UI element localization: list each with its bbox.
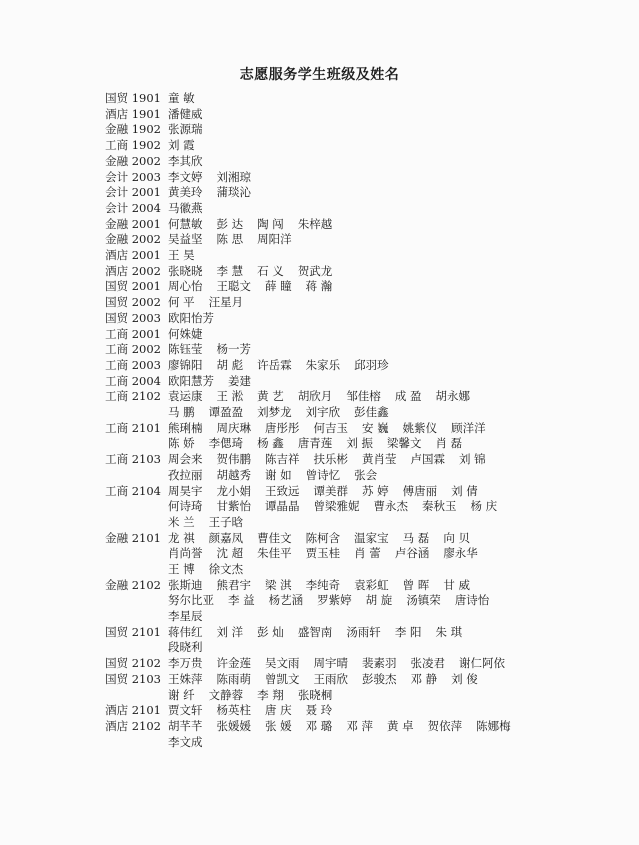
names-line [168,138,209,153]
student-name: 肖 磊 [435,436,463,451]
student-name: 胡欣月 [297,389,333,404]
student-name: 贾文轩 [168,703,203,718]
student-name: 陈柯含 [305,530,341,545]
student-name: 王子晗 [208,514,244,529]
student-name: 王雨欣 [313,671,348,686]
names-line [168,499,511,514]
names-line [168,107,217,122]
student-name: 邓 萍 [346,719,373,733]
student-name: 汪星月 [208,295,244,310]
student-name: 龙小娟 [216,483,251,498]
student-name: 杨一芳 [216,342,251,357]
student-name: 王姝萍 [168,671,203,686]
names-line [168,170,265,185]
student-name: 卢国霖 [410,452,445,467]
names-line [168,578,484,593]
student-name: 张媛媛 [216,719,251,733]
class-label: 金融 2002 [105,232,161,247]
names-line [168,232,306,247]
names-line [168,531,484,546]
class-entry [0,91,639,107]
class-entry [0,389,639,420]
student-name: 杨艺涵 [268,593,304,608]
student-name: 刘 振 [346,436,373,451]
student-name: 周宇晴 [313,656,348,671]
student-name: 温家宝 [354,530,389,545]
class-label: 工商 2102 [105,389,161,404]
class-label: 金融 2101 [105,530,161,545]
student-name: 刘 洋 [216,624,244,639]
class-label: 金融 2001 [105,216,161,231]
class-entry [0,719,639,750]
student-name: 刘 倩 [451,483,478,498]
class-entry [0,342,639,358]
class-entry [0,578,639,625]
student-name: 王致远 [265,483,300,498]
student-name: 黄美玲 [168,185,203,200]
student-name: 马 磊 [402,530,430,545]
student-name: 李 阳 [394,624,422,639]
class-label: 金融 2002 [105,153,161,168]
student-name: 李偲琦 [208,436,244,451]
student-name: 谢仁阿依 [459,656,505,671]
student-name: 龙 祺 [168,530,195,545]
student-name: 梁 淇 [265,577,292,592]
class-entry [0,327,639,343]
student-name: 扶乐彬 [313,452,348,467]
student-name: 周阳洋 [257,232,292,247]
student-name: 潘健威 [168,106,203,121]
student-name: 张晓晓 [168,263,203,278]
student-name: 李 慧 [216,263,244,278]
names-line [168,640,217,655]
names-line [168,358,403,373]
student-name: 欧阳慧芳 [168,373,214,388]
student-name: 唐青莲 [297,436,333,451]
student-name: 熊君宇 [216,577,251,592]
student-name: 张晓桐 [297,687,333,702]
student-name: 王 博 [168,561,195,576]
names-line [168,562,257,577]
student-name: 肖尚誉 [168,546,203,561]
student-name: 朱 琪 [435,624,463,639]
names-line [168,279,346,294]
class-label: 会计 2001 [105,185,161,200]
student-name: 陈 娇 [168,436,195,451]
student-name: 胡 彪 [216,357,244,372]
student-name: 吴益坚 [168,232,203,247]
class-entry [0,295,639,311]
student-name: 成 盈 [394,389,422,404]
student-name: 甘紫怡 [216,499,251,514]
student-name: 米 兰 [168,514,195,529]
student-name: 张凌君 [410,656,445,671]
student-name: 陈吉祥 [265,452,300,467]
student-name: 彭 达 [216,216,244,231]
student-name: 彭骏杰 [362,671,397,686]
student-name: 盛智南 [297,624,333,639]
class-label: 酒店 2001 [105,248,161,262]
student-name: 胡 旋 [365,593,393,608]
class-entry [0,311,639,327]
student-name: 胡永娜 [435,389,470,404]
names-line [168,688,346,703]
student-name: 秦秋玉 [422,499,457,514]
class-label: 国贸 2103 [105,671,161,686]
student-name: 邓 静 [410,671,438,686]
student-name: 刘梦龙 [257,404,292,419]
student-name: 吴文雨 [265,656,300,671]
student-name: 曾诗忆 [305,467,341,482]
student-name: 曹佳文 [257,530,292,545]
student-name: 努尔比亚 [168,593,214,608]
names-line [168,593,503,608]
student-name: 王聪文 [216,279,251,294]
student-name: 马徽燕 [168,200,203,215]
student-name: 彭佳鑫 [354,404,389,419]
student-name: 邱羽珍 [354,357,389,372]
student-name: 熊琍楠 [168,420,203,435]
student-name: 陶 闯 [257,216,284,231]
class-label: 金融 2102 [105,577,161,592]
student-name: 胡芊芊 [168,719,203,733]
student-name: 何姝婕 [168,326,203,341]
student-name: 刘宇欣 [305,404,341,419]
student-name: 谢 如 [265,467,292,482]
student-name: 贺伟鹏 [216,452,251,467]
student-name: 陈雨萌 [216,671,251,686]
student-name: 马 鹏 [168,404,195,419]
names-line [168,389,484,404]
names-line [168,91,209,106]
student-name: 谢 纤 [168,687,195,702]
names-line [168,436,476,451]
student-name: 杨 鑫 [257,436,284,451]
names-line [168,719,525,734]
class-entry [0,279,639,295]
student-name: 徐文杰 [208,561,244,576]
class-entry [0,248,639,264]
student-name: 李文成 [168,734,203,749]
student-name: 欧阳怡芳 [168,310,214,325]
student-name: 蒲琰沁 [216,185,251,200]
class-entry [0,217,639,233]
class-label: 会计 2004 [105,200,161,215]
names-line [168,672,492,687]
student-name: 曾梁雅妮 [313,499,360,514]
student-name: 刘 霞 [168,138,195,153]
student-name: 张会 [354,467,378,482]
student-name: 唐彤彤 [265,420,300,435]
class-entry [0,703,639,719]
student-name: 黄 卓 [386,719,414,733]
student-name: 梁馨文 [386,436,422,451]
student-name: 何吉玉 [313,420,348,435]
names-line [168,311,228,326]
student-name: 杨 庆 [470,499,498,514]
student-name: 唐 庆 [265,703,292,718]
student-name: 何 平 [168,295,195,310]
names-line [168,546,492,561]
student-name: 王 淞 [216,389,244,404]
names-line [168,452,500,467]
class-label: 工商 2001 [105,326,161,341]
student-name: 周庆琳 [216,420,251,435]
class-entry [0,264,639,280]
student-name: 李星辰 [168,609,203,624]
names-line [168,625,476,640]
class-entry [0,625,639,656]
class-label: 工商 2003 [105,357,161,372]
class-label: 国贸 2002 [105,295,161,310]
class-entry [0,232,639,248]
student-name: 周昊宇 [168,483,203,498]
student-name: 贾玉桂 [305,546,341,561]
names-line [168,468,391,483]
student-name: 汤镇荣 [406,593,441,608]
student-name: 张 媛 [265,719,292,733]
student-name: 许金莲 [216,656,251,671]
student-name: 李 翔 [257,687,284,702]
class-label: 工商 2004 [105,373,161,388]
student-name: 曾 晖 [402,577,430,592]
class-entry [0,107,639,123]
student-name: 刘 俊 [451,671,478,686]
names-line [168,484,492,499]
class-label: 工商 1902 [105,138,161,153]
names-line [168,421,500,436]
names-line [168,264,346,279]
student-name: 何诗琦 [168,499,203,514]
student-name: 朱梓越 [297,216,333,231]
class-label: 会计 2003 [105,169,161,184]
class-entry [0,421,639,452]
names-line [168,122,217,137]
names-line [168,515,257,530]
student-name: 李其欣 [168,153,203,168]
student-name: 张斯迪 [168,577,203,592]
student-name: 陈 思 [216,232,244,247]
class-entry [0,185,639,201]
student-name: 顾洋洋 [451,420,486,435]
class-label: 工商 2103 [105,452,161,467]
class-label: 酒店 2002 [105,263,161,278]
class-label: 国贸 2003 [105,310,161,325]
names-line [168,405,403,420]
student-name: 曹永杰 [373,499,408,514]
student-name: 段晓利 [168,640,203,655]
class-label: 酒店 1901 [105,106,161,121]
student-name: 杨英柱 [216,703,251,718]
student-name: 罗紫婷 [317,593,352,608]
student-name: 石 义 [257,263,284,278]
student-name: 张源瑞 [168,122,203,137]
class-label: 工商 2002 [105,342,161,357]
names-line [168,374,265,389]
names-line [168,703,346,718]
student-name: 汤雨轩 [346,624,381,639]
student-name: 廖永华 [443,546,478,561]
names-line [168,656,519,671]
student-name: 裴素羽 [362,656,397,671]
student-name: 邓 璐 [305,719,333,733]
class-entry [0,672,639,703]
class-label: 金融 1902 [105,122,161,137]
class-entry [0,170,639,186]
class-entry [0,138,639,154]
student-name: 王 昊 [168,248,195,262]
student-name: 李 益 [228,593,255,608]
student-name: 黄 艺 [257,389,284,404]
class-entry [0,484,639,531]
names-line [168,154,217,169]
student-name: 唐诗怡 [454,593,490,608]
student-name: 曾凯文 [265,671,300,686]
student-name: 颜嘉凤 [208,530,244,545]
student-name: 李文婷 [168,169,203,184]
class-entry [0,452,639,483]
student-name: 胡越秀 [216,467,251,482]
names-line [168,609,217,624]
class-entry [0,154,639,170]
class-label: 工商 2104 [105,483,161,498]
student-name: 聂 玲 [305,703,333,718]
class-label: 国贸 2102 [105,656,161,671]
names-line [168,342,265,357]
student-name: 甘 威 [443,577,470,592]
names-line [168,327,217,342]
class-entry [0,201,639,217]
student-name: 刘湘琼 [216,169,251,184]
class-label: 工商 2101 [105,420,161,435]
class-entry [0,358,639,374]
student-name: 童 敏 [168,91,195,105]
names-line [168,217,346,232]
student-name: 何慧敏 [168,216,203,231]
names-line [168,185,265,200]
student-name: 苏 婷 [362,483,389,498]
class-entry [0,531,639,578]
student-name: 黄肖莹 [362,452,397,467]
student-name: 蒋 瀚 [305,279,333,294]
student-name: 刘 锦 [459,452,486,467]
student-name: 谭盈盈 [208,404,244,419]
student-name: 沈 超 [216,546,244,561]
class-label: 国贸 2101 [105,624,161,639]
student-name: 周会来 [168,452,203,467]
class-label: 国贸 2001 [105,279,161,294]
student-name: 彭 灿 [257,624,284,639]
student-name: 姜建 [228,373,251,388]
names-line [168,295,257,310]
student-name: 文静蓉 [208,687,244,702]
student-name: 姚紫仪 [402,420,438,435]
student-name: 薛 瞳 [265,279,292,294]
student-name: 向 贝 [443,530,470,545]
student-name: 袁运康 [168,389,203,404]
class-entry [0,122,639,138]
student-name: 朱家乐 [305,357,341,372]
names-line [168,201,217,216]
student-name: 蒋伟红 [168,624,203,639]
student-name: 孜拉丽 [168,467,203,482]
student-name: 周心怡 [168,279,203,294]
student-name: 陈娜梅 [476,719,511,733]
student-name: 李纯奇 [305,577,341,592]
student-name: 朱佳平 [257,546,292,561]
student-name: 贺武龙 [297,263,333,278]
student-name: 许岳霖 [257,357,292,372]
student-name: 肖 蕾 [354,546,381,561]
page-title: 志愿服务学生班级及姓名 [239,67,400,83]
class-entry [0,374,639,390]
student-name: 谭美群 [313,483,348,498]
student-name: 傅唐丽 [402,483,438,498]
student-name: 廖锦阳 [168,357,203,372]
student-name: 谭晶晶 [265,499,300,514]
class-label: 酒店 2102 [105,719,161,733]
class-label: 国贸 1901 [105,91,161,105]
student-name: 邹佳榕 [346,389,381,404]
names-line [168,735,217,750]
student-name: 卢谷涵 [394,546,430,561]
names-line [168,248,209,263]
student-name: 袁彩虹 [354,577,389,592]
class-label: 酒店 2101 [105,703,161,718]
student-name: 贺依萍 [427,719,463,733]
student-name: 李万贵 [168,656,203,671]
class-entry [0,656,639,672]
student-name: 安 巍 [362,420,389,435]
student-name: 陈钰莹 [168,342,203,357]
